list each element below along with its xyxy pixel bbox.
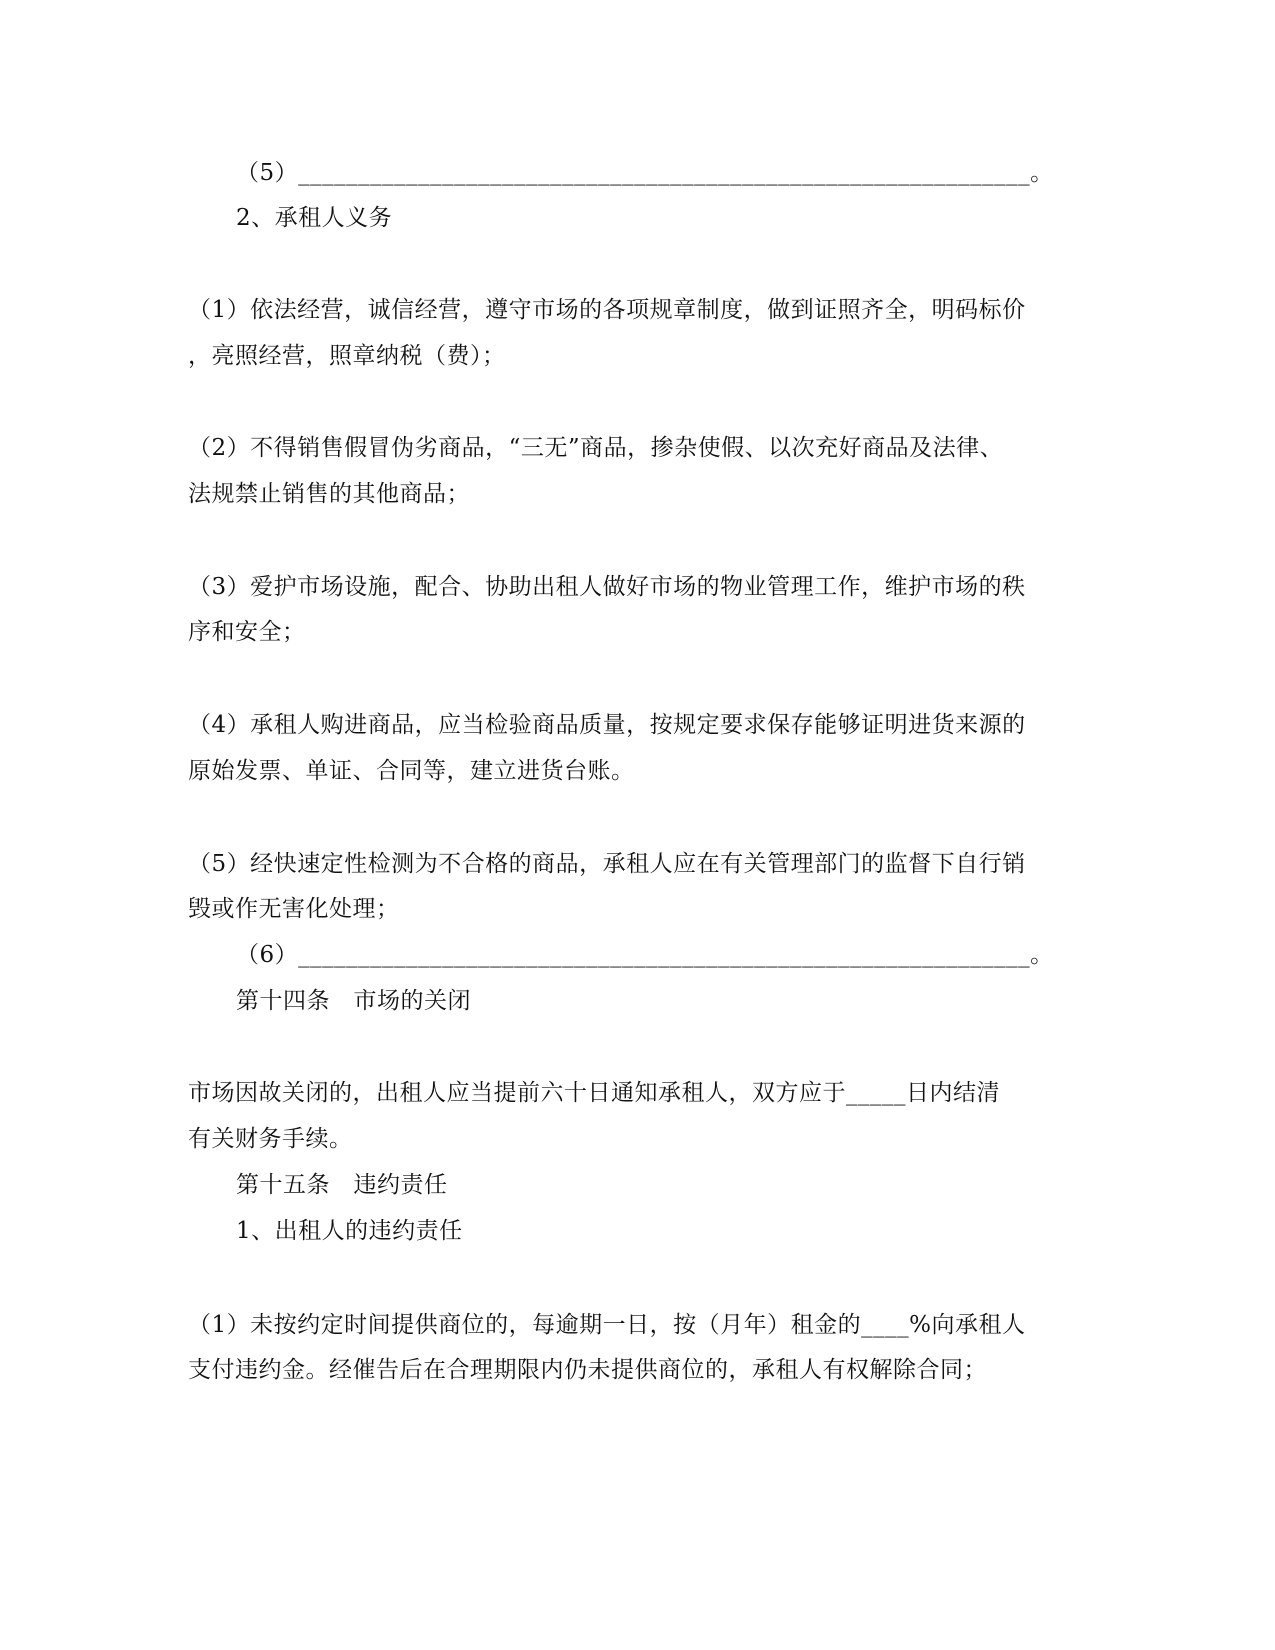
section-heading-lessor-liability: 1、出租人的违约责任 xyxy=(236,1218,463,1244)
liability-clause-1-line-2: 支付违约金。经催告后在合理期限内仍未提供商位的，承租人有权解除合同； xyxy=(188,1357,987,1383)
clause-3-line-1: （3）爱护市场设施，配合、协助出租人做好市场的物业管理工作，维护市场的秩 xyxy=(188,574,1026,600)
clause-5-line-1: （5）经快速定性检测为不合格的商品，承租人应在有关管理部门的监督下自行销 xyxy=(188,851,1026,877)
section-heading-lessee-obligations: 2、承租人义务 xyxy=(236,205,393,231)
clause-4-line-1: （4）承租人购进商品，应当检验商品质量，按规定要求保存能够证明进货来源的 xyxy=(188,712,1026,738)
blank-item-5-line: （5）_____________________________________________________________。 xyxy=(236,160,1054,186)
clause-2-line-2: 法规禁止销售的其他商品； xyxy=(188,481,470,507)
liability-clause-1-line-1: （1）未按约定时间提供商位的，每逾期一日，按（月年）租金的____%向承租人 xyxy=(188,1312,1026,1338)
clause-5-line-2: 毁或作无害化处理； xyxy=(188,896,400,922)
clause-4-line-2: 原始发票、单证、合同等，建立进货台账。 xyxy=(188,758,635,784)
article-14-body-line-2: 有关财务手续。 xyxy=(188,1126,353,1152)
clause-1-line-1: （1）依法经营，诚信经营，遵守市场的各项规章制度，做到证照齐全，明码标价 xyxy=(188,297,1026,323)
clause-2-line-1: （2）不得销售假冒伪劣商品，“三无”商品，掺杂使假、以次充好商品及法律、 xyxy=(188,435,1004,461)
article-15-heading: 第十五条 违约责任 xyxy=(236,1172,448,1198)
article-14-body-line-1: 市场因故关闭的，出租人应当提前六十日通知承租人，双方应于_____日内结清 xyxy=(188,1080,1000,1106)
blank-item-6-line: （6）_____________________________________________________________。 xyxy=(236,942,1054,968)
article-14-heading: 第十四条 市场的关闭 xyxy=(236,988,471,1014)
clause-3-line-2: 序和安全； xyxy=(188,619,306,645)
clause-1-line-2: ，亮照经营，照章纳税（费）； xyxy=(188,343,506,369)
